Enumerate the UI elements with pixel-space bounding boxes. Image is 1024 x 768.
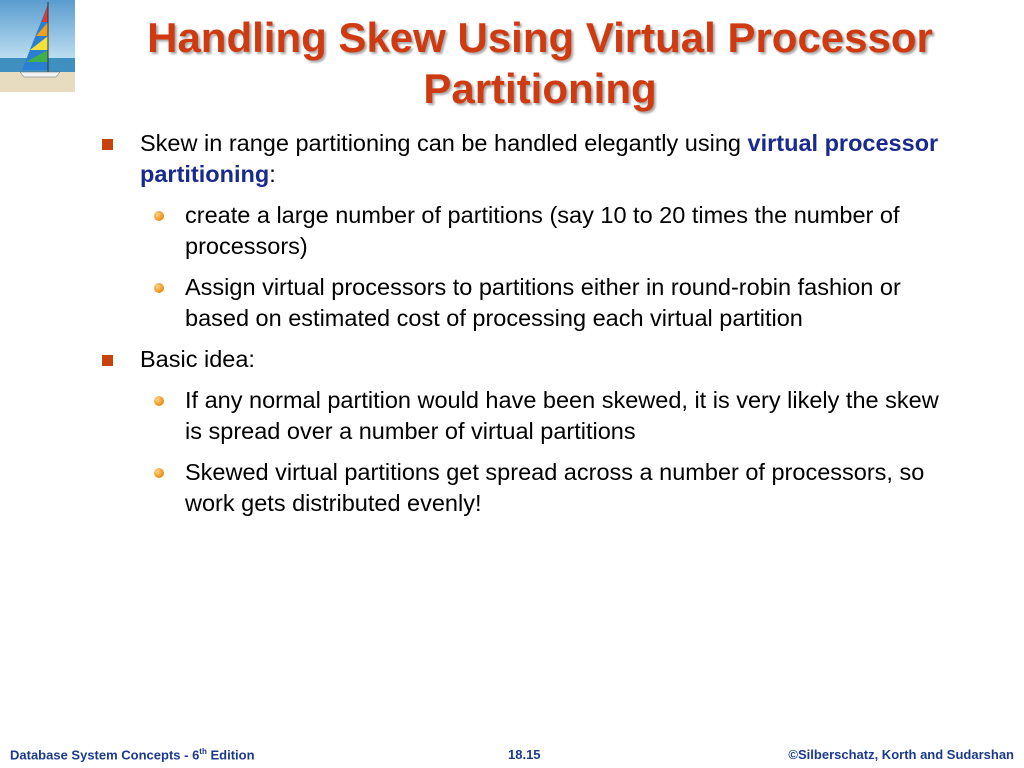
sub-bullet bbox=[102, 457, 962, 519]
footer-copyright: ©Silberschatz, Korth and Sudarshan bbox=[788, 747, 1014, 762]
footer-book-name: Database System Concepts - 6 bbox=[10, 747, 200, 763]
sub-bullet-text: Skewed virtual partitions get spread across a number of processors, so work gets distributed evenly! bbox=[185, 459, 925, 516]
sailboat-logo-icon bbox=[0, 0, 75, 92]
slide-title-line-2: Partitioning bbox=[423, 65, 657, 112]
sub-bullet-text: If any normal partition would have been skewed, it is very likely the skew is spread over a number of virtual partitions bbox=[185, 387, 939, 444]
footer-edition-sup: th bbox=[199, 747, 207, 756]
round-bullet-icon bbox=[154, 396, 164, 406]
footer-book-title bbox=[10, 747, 255, 762]
slide-footer bbox=[0, 744, 1024, 766]
slide-title-line-1: Handling Skew Using Virtual Processor bbox=[147, 14, 933, 61]
slide-content bbox=[102, 128, 962, 529]
sub-bullet-text: create a large number of partitions (say 10 to 20 times the number of processors) bbox=[185, 202, 900, 259]
bullet-text: Skew in range partitioning can be handled elegantly using bbox=[140, 130, 748, 156]
footer-page-number: 18.15 bbox=[508, 747, 541, 762]
sub-bullet-text: Assign virtual processors to partitions either in round-robin fashion or based on estimated cost of processing each virtual partition bbox=[185, 274, 901, 331]
square-bullet-icon bbox=[102, 139, 113, 150]
bullet-text-tail: : bbox=[269, 161, 276, 187]
round-bullet-icon bbox=[154, 468, 164, 478]
highlight-term: virtual processor partitioning bbox=[140, 130, 939, 187]
sub-bullet bbox=[102, 385, 962, 447]
bullet-skew-range-partitioning bbox=[102, 128, 962, 190]
bullet-text: Basic idea: bbox=[140, 346, 255, 372]
round-bullet-icon bbox=[154, 211, 164, 221]
round-bullet-icon bbox=[154, 283, 164, 293]
slide-title bbox=[80, 12, 1000, 114]
square-bullet-icon bbox=[102, 355, 113, 366]
bullet-basic-idea bbox=[102, 344, 962, 375]
sub-bullet bbox=[102, 272, 962, 334]
footer-edition-word: Edition bbox=[206, 747, 255, 763]
sub-bullet bbox=[102, 200, 962, 262]
